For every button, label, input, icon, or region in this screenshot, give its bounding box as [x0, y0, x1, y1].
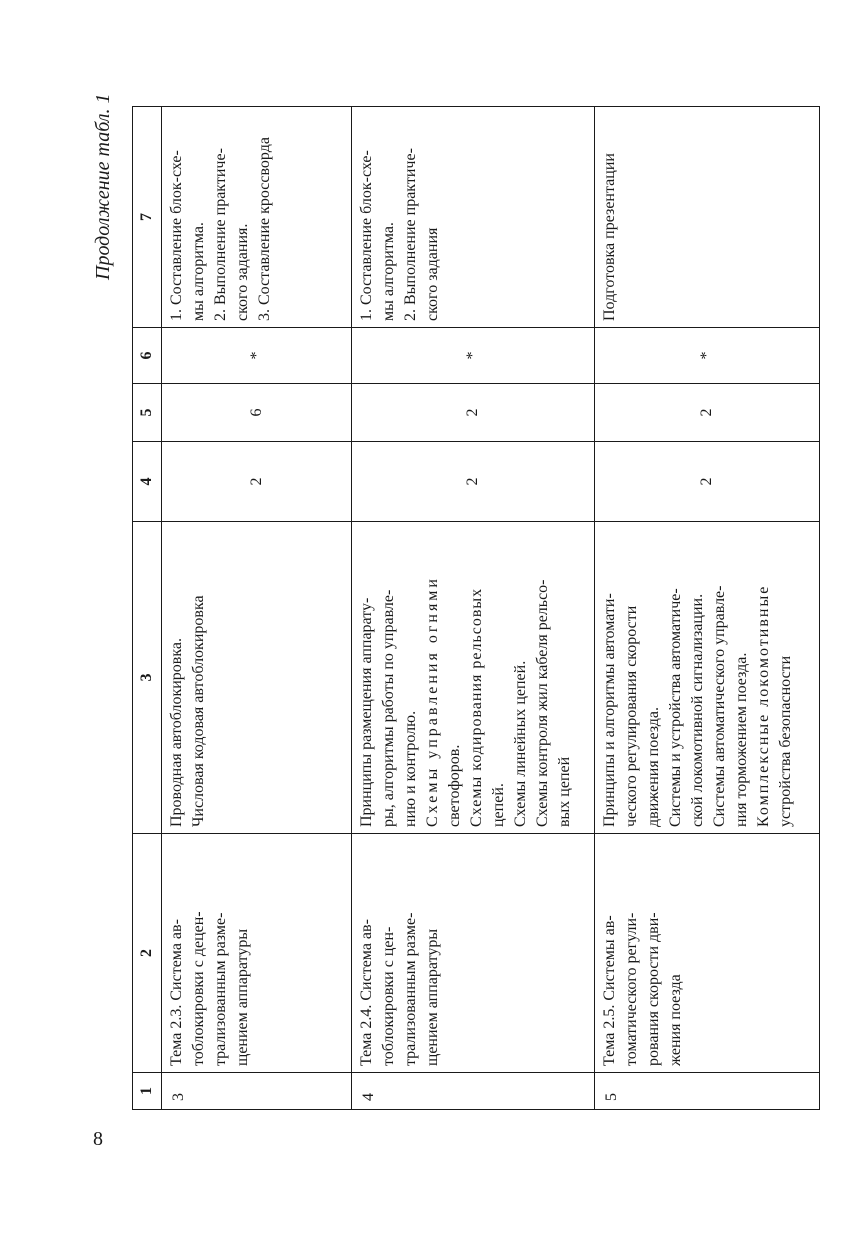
header-col-7: 7 [133, 107, 162, 328]
content-cell: Принципы размещения аппарату- ры, алгоритмы работы по управле- нию и контролю. Схемы управления огнями светофоров. Схемы кодирования рельсовых цепей. Схемы линейных цепей. Схемы контроля жил кабеля рельсо- вых цепей [352, 522, 595, 834]
hours-cell: 2 [162, 442, 352, 522]
header-col-5: 5 [133, 384, 162, 442]
mark-cell: * [352, 328, 595, 384]
row-index: 4 [352, 1073, 595, 1110]
task-cell: 1. Составление блок-схе- мы алгоритма. 2. Выполнение практиче- ского задания [352, 107, 595, 328]
header-col-6: 6 [133, 328, 162, 384]
rotated-page-content [92, 93, 794, 1110]
mark-cell: * [595, 328, 820, 384]
hours-cell: 2 [352, 384, 595, 442]
curriculum-table [132, 106, 820, 1110]
hours-cell: 6 [162, 384, 352, 442]
topic-cell: Тема 2.5. Системы ав- томатического регули- рования скорости дви- жения поезда [595, 834, 820, 1073]
task-cell: 1. Составление блок-схе- мы алгоритма. 2. Выполнение практиче- ского задания. 3. Составление кроссворда [162, 107, 352, 328]
header-col-3: 3 [133, 522, 162, 834]
header-col-4: 4 [133, 442, 162, 522]
header-col-1: 1 [133, 1073, 162, 1110]
table-caption: Продолжение табл. 1 [92, 93, 114, 280]
hours-cell: 2 [352, 442, 595, 522]
table-row [162, 107, 352, 1110]
task-cell: Подготовка презентации [595, 107, 820, 328]
header-col-2: 2 [133, 834, 162, 1073]
row-index: 5 [595, 1073, 820, 1110]
table-row [352, 107, 595, 1110]
content-cell: Проводная автоблокировка. Числовая кодовая автоблокировка [162, 522, 352, 834]
page-number: 8 [93, 1128, 103, 1150]
table-row [595, 107, 820, 1110]
row-index: 3 [162, 1073, 352, 1110]
mark-cell: * [162, 328, 352, 384]
hours-cell: 2 [595, 442, 820, 522]
content-cell: Принципы и алгоритмы автомати- ческого регулирования скорости движения поезда. Системы и устройства автоматиче- ской локомотивной сигнализации. Системы автоматического управле- ния торможением поезда. Комплексные локомотивные устройства безопасности [595, 522, 820, 834]
topic-cell: Тема 2.4. Система ав- тоблокировки с цен- трализованным разме- щением аппаратуры [352, 834, 595, 1073]
header-row [133, 107, 162, 1110]
topic-cell: Тема 2.3. Система ав- тоблокировки с децен- трализованным разме- щением аппаратуры [162, 834, 352, 1073]
hours-cell: 2 [595, 384, 820, 442]
